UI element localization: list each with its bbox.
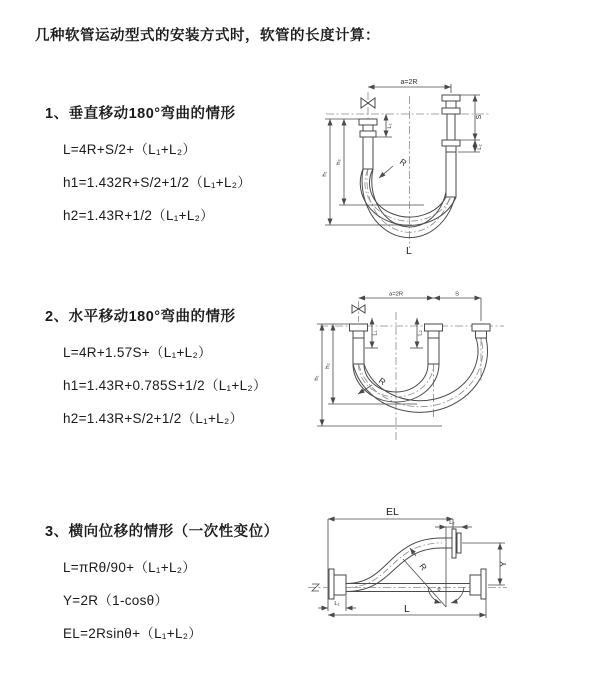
diagram-vertical-180-bend xyxy=(312,72,532,257)
section-2-heading: 2、水平移动180°弯曲的情形 xyxy=(45,309,236,325)
diagram-horizontal-180-bend xyxy=(312,286,532,451)
dimension-l xyxy=(328,599,486,618)
dimension-a2r xyxy=(368,79,451,93)
page-title: 几种软管运动型式的安装方式时，软管的长度计算： xyxy=(35,28,380,44)
section-vertical-movement xyxy=(45,102,251,224)
dimension-h2 xyxy=(325,324,417,404)
section-3-heading: 3、横向位移的情形（一次性变位） xyxy=(45,524,279,540)
dimension-s xyxy=(434,292,482,322)
dimension-l1 xyxy=(365,318,379,348)
dimension-l2 xyxy=(458,140,483,152)
dim-label-l1: L₁ xyxy=(372,330,379,336)
dim-label-a2r: a=2R xyxy=(388,291,404,298)
dimension-l1 xyxy=(318,596,356,611)
formula-L: L=4R+1.57S+（L₁+L₂） xyxy=(63,345,212,360)
section-horizontal-movement xyxy=(45,305,267,427)
dim-label-a2r: a=2R xyxy=(400,79,418,86)
radius-label: R xyxy=(417,561,430,573)
dim-label-y: Y xyxy=(498,561,508,567)
formula-L: L=πRθ/90+（L₁+L₂） xyxy=(63,560,197,575)
dimension-h2 xyxy=(336,119,424,205)
dim-label-l: L xyxy=(404,603,410,615)
formula-h1: h1=1.43R+0.785S+1/2（L₁+L₂） xyxy=(63,378,267,393)
hose-loop xyxy=(360,169,456,238)
dim-label-s: S xyxy=(455,291,459,298)
formula-Y: Y=2R（1-cosθ） xyxy=(63,593,169,608)
theta-label: θ xyxy=(437,587,441,593)
hose-loop xyxy=(353,338,488,412)
dim-label-l2: L₂ xyxy=(417,330,424,336)
formula-h2: h2=1.43R+S/2+1/2（L₁+L₂） xyxy=(63,411,244,426)
formula-h2: h2=1.43R+1/2（L₁+L₂） xyxy=(63,208,214,223)
right-flange-original xyxy=(470,569,486,599)
dim-label-l2: L₂ xyxy=(477,144,483,150)
left-fitting xyxy=(359,119,377,169)
length-label: L xyxy=(406,245,412,257)
right-fitting xyxy=(442,95,460,197)
dim-label-el: EL xyxy=(386,506,399,518)
dim-label-l2: L₂ xyxy=(449,520,455,526)
middle-fitting xyxy=(425,324,443,364)
dimension-el xyxy=(328,506,453,611)
diagram-lateral-displacement xyxy=(300,495,590,645)
dimension-l2 xyxy=(435,520,472,527)
section-3-formulas xyxy=(63,556,279,642)
dim-label-s: S xyxy=(476,114,483,120)
dim-label-h2: h₂ xyxy=(325,363,331,369)
left-flange xyxy=(329,569,346,599)
right-flange-displaced xyxy=(442,529,461,558)
radius-callout xyxy=(379,156,409,178)
dimension-a2r xyxy=(359,292,434,299)
moved-fitting xyxy=(472,324,490,338)
formula-EL: EL=2Rsinθ+（L₁+L₂） xyxy=(63,626,203,641)
dim-label-h2: h₂ xyxy=(336,159,342,165)
dimension-s xyxy=(458,95,483,140)
dim-label-l1: L₁ xyxy=(334,601,340,607)
radius-label: R xyxy=(397,156,409,169)
centerlines xyxy=(320,301,504,441)
dimension-l2 xyxy=(410,318,424,348)
dim-label-l1: L₁ xyxy=(387,123,393,129)
section-2-formulas xyxy=(63,341,267,427)
formula-h1: h1=1.432R+S/2+1/2（L₁+L₂） xyxy=(63,175,252,190)
section-1-heading: 1、垂直移动180°弯曲的情形 xyxy=(45,106,236,122)
section-1-formulas xyxy=(63,138,251,224)
dim-label-h1: h₁ xyxy=(314,375,320,381)
radius-label: R xyxy=(376,375,388,388)
section-lateral-displacement xyxy=(45,520,279,642)
dim-label-h1: h₁ xyxy=(322,171,328,177)
formula-L: L=4R+S/2+（L₁+L₂） xyxy=(63,142,197,157)
left-fitting xyxy=(350,324,368,364)
